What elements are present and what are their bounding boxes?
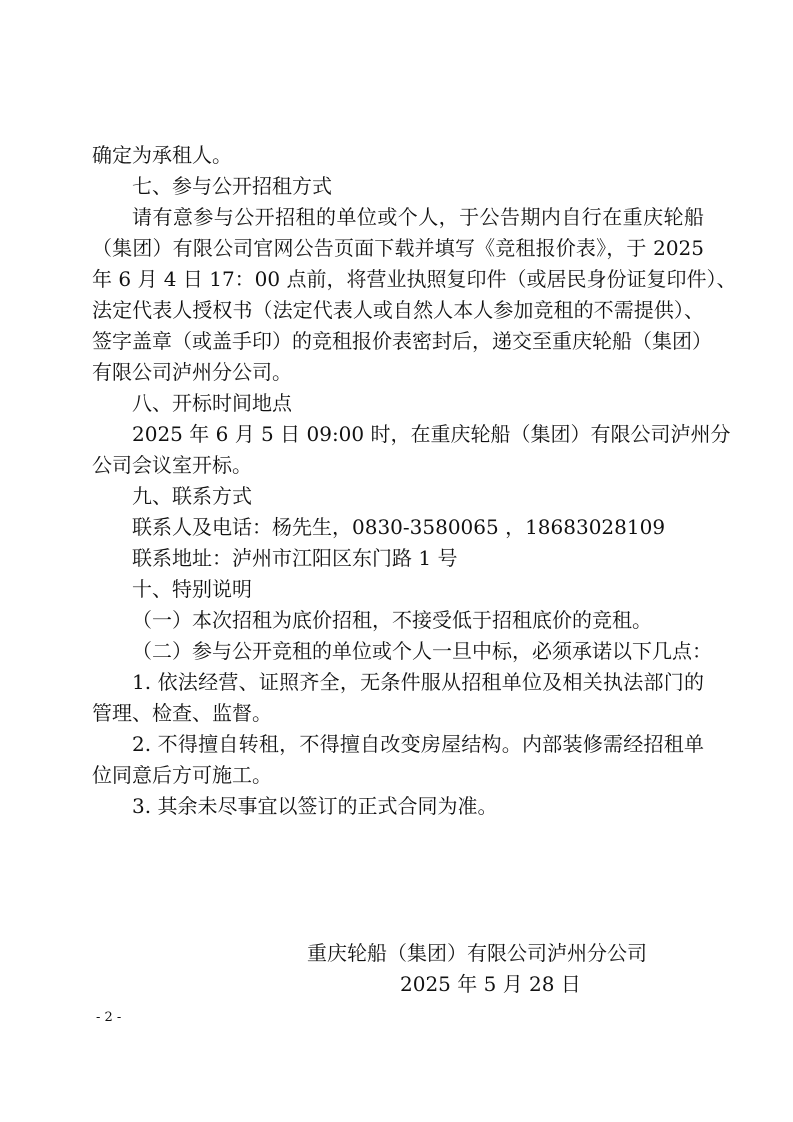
document-body [92,140,737,822]
text-line: 确定为承租人。 [92,143,232,167]
text-line: 2. 不得擅自转租，不得擅自改变房屋结构。内部装修需经招租单 [132,732,704,756]
signature-date: 2025 年 5 月 28 日 [400,972,581,996]
section-heading-10: 十、特别说明 [132,577,252,601]
text-line: （二）参与公开竞租的单位或个人一旦中标，必须承诺以下几点： [132,639,712,663]
text-line: （一）本次招租为底价招租，不接受低于招租底价的竞租。 [132,608,652,632]
text-line: （集团）有限公司官网公告页面下载并填写《竞租报价表》，于 2025 [92,236,704,260]
text-line: 位同意后方可施工。 [92,763,272,787]
text-line: 年 6 月 4 日 17：00 点前，将营业执照复印件（或居民身份证复印件）、 [92,267,737,291]
text-line: 3. 其余未尽事宜以签订的正式合同为准。 [132,794,498,818]
text-line: 签字盖章（或盖手印）的竞租报价表密封后，递交至重庆轮船（集团） [92,329,712,353]
text-line: 管理、检查、监督。 [92,701,272,725]
text-line: 公司会议室开标。 [92,453,252,477]
contact-phone: 联系人及电话：杨先生，0830-3580065 ，18683028109 [132,515,666,539]
section-heading-7: 七、参与公开招租方式 [132,174,332,198]
text-line: 1. 依法经营、证照齐全，无条件服从招租单位及相关执法部门的 [132,670,704,694]
text-line: 请有意参与公开招租的单位或个人，于公告期内自行在重庆轮船 [132,205,704,229]
page-number: - 2 - [96,1010,122,1025]
text-line: 法定代表人授权书（法定代表人或自然人本人参加竞租的不需提供）、 [92,298,704,322]
contact-address: 联系地址：泸州市江阳区东门路 1 号 [132,546,458,570]
signature-organization: 重庆轮船（集团）有限公司泸州分公司 [307,941,647,965]
text-line: 有限公司泸州分公司。 [92,360,292,384]
section-heading-9: 九、联系方式 [132,484,252,508]
section-heading-8: 八、开标时间地点 [132,391,292,415]
text-line: 2025 年 6 月 5 日 09:00 时，在重庆轮船（集团）有限公司泸州分 [132,422,731,446]
